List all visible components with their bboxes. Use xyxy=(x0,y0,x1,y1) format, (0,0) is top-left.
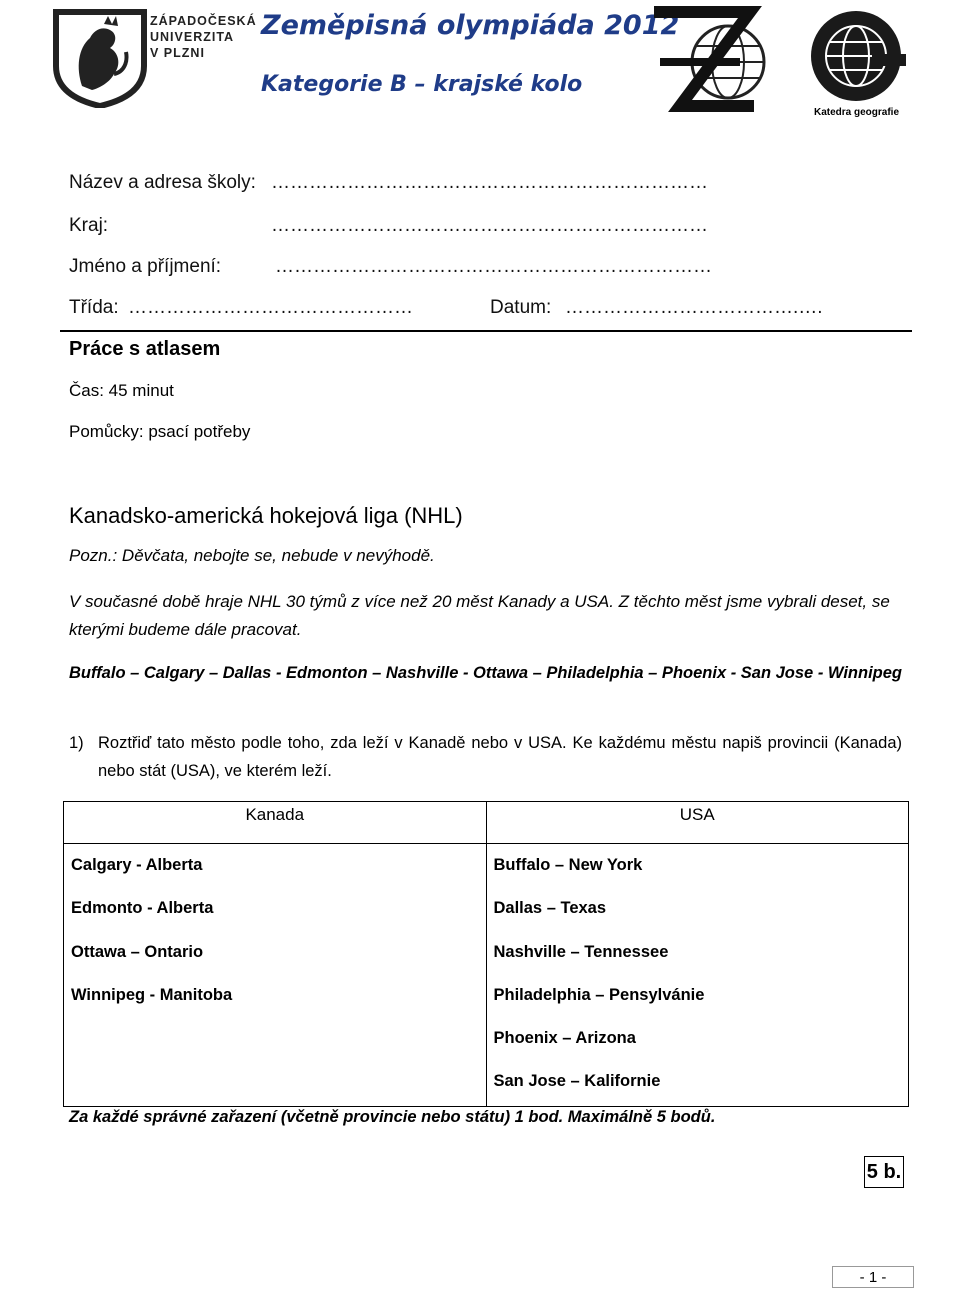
canada-cell[interactable] xyxy=(64,844,487,1107)
divider xyxy=(60,330,912,332)
region-label: Kraj: xyxy=(69,215,109,236)
task-text: Roztřiď tato město podle toho, zda leží v Kanadě nebo v USA. Ke každému městu napiš provincii (Kanada) nebo stát (USA), ve kterém leží. xyxy=(98,734,902,780)
answer-table xyxy=(63,801,909,1107)
region-input[interactable]: …………………………………………………………… xyxy=(271,215,708,236)
tools-info: Pomůcky: psací potřeby xyxy=(69,422,251,441)
olympiad-logo xyxy=(650,2,770,120)
university-line: V PLZNI xyxy=(150,46,205,60)
header-kanada: Kanada xyxy=(64,802,487,844)
university-name xyxy=(150,13,260,61)
note-text: Pozn.: Děvčata, nebojte se, nebude v nevýhodě. xyxy=(69,546,435,565)
date-label: Datum: xyxy=(490,297,552,318)
school-label: Název a adresa školy: xyxy=(69,172,256,193)
canada-entry: Edmonto - Alberta xyxy=(71,899,214,918)
globe-g-icon xyxy=(806,4,910,108)
usa-entry: Buffalo – New York xyxy=(493,856,643,874)
time-limit: Čas: 45 minut xyxy=(69,381,174,400)
usa-entry: Nashville – Tennessee xyxy=(493,942,669,961)
university-line: UNIVERZITA xyxy=(150,30,235,44)
canada-entry: Winnipeg - Manitoba xyxy=(71,985,233,1004)
class-input[interactable]: ……………………………………… xyxy=(128,297,413,318)
topic-title: Kanadsko-americká hokejová liga (NHL) xyxy=(69,503,463,528)
usa-entry: Dallas – Texas xyxy=(493,899,607,918)
points-box: 5 b. xyxy=(864,1156,904,1188)
lion-shield-icon xyxy=(52,8,148,108)
department-logo xyxy=(806,4,910,120)
globe-z-icon xyxy=(650,2,770,120)
document-title: Zeměpisná olympiáda 2012 xyxy=(261,10,680,41)
name-input[interactable]: …………………………………………………………… xyxy=(275,256,712,277)
section-heading: Práce s atlasem xyxy=(69,338,221,360)
header-usa: USA xyxy=(486,802,909,844)
university-line: ZÁPADOČESKÁ xyxy=(150,14,257,28)
university-logo xyxy=(52,8,148,108)
table-row xyxy=(64,844,909,1107)
city-list: Buffalo – Calgary – Dallas - Edmonton – Nashville - Ottawa – Philadelphia – Phoenix - San Jose - Winnipeg xyxy=(69,664,902,682)
table-header-row xyxy=(64,802,909,844)
canada-entry: Ottawa – Ontario xyxy=(71,942,204,961)
task-number: 1) xyxy=(69,734,84,752)
page-number: - 1 - xyxy=(832,1266,914,1288)
class-label: Třída: xyxy=(69,297,119,318)
usa-entry: Phoenix – Arizona xyxy=(493,1029,636,1048)
canada-entry: Calgary - Alberta xyxy=(71,856,203,874)
usa-entry: San Jose – Kalifornie xyxy=(493,1072,661,1091)
scoring-note: Za každé správné zařazení (včetně provincie nebo státu) 1 bod. Maximálně 5 bodů. xyxy=(69,1108,716,1126)
intro-text: V současné době hraje NHL 30 týmů z více než 20 měst Kanady a USA. Z těchto měst jsme vybrali deset, se kterými budeme dále pracovat. xyxy=(69,592,890,639)
usa-cell[interactable] xyxy=(486,844,909,1107)
date-input[interactable]: ……………………………….…. xyxy=(565,297,823,318)
school-input[interactable]: …………………………………………………………… xyxy=(271,172,708,193)
department-label: Katedra geografie xyxy=(814,107,900,118)
usa-entry: Philadelphia – Pensylvánie xyxy=(493,985,705,1004)
document-subtitle: Kategorie B – krajské kolo xyxy=(261,72,583,97)
name-label: Jméno a příjmení: xyxy=(69,256,222,277)
